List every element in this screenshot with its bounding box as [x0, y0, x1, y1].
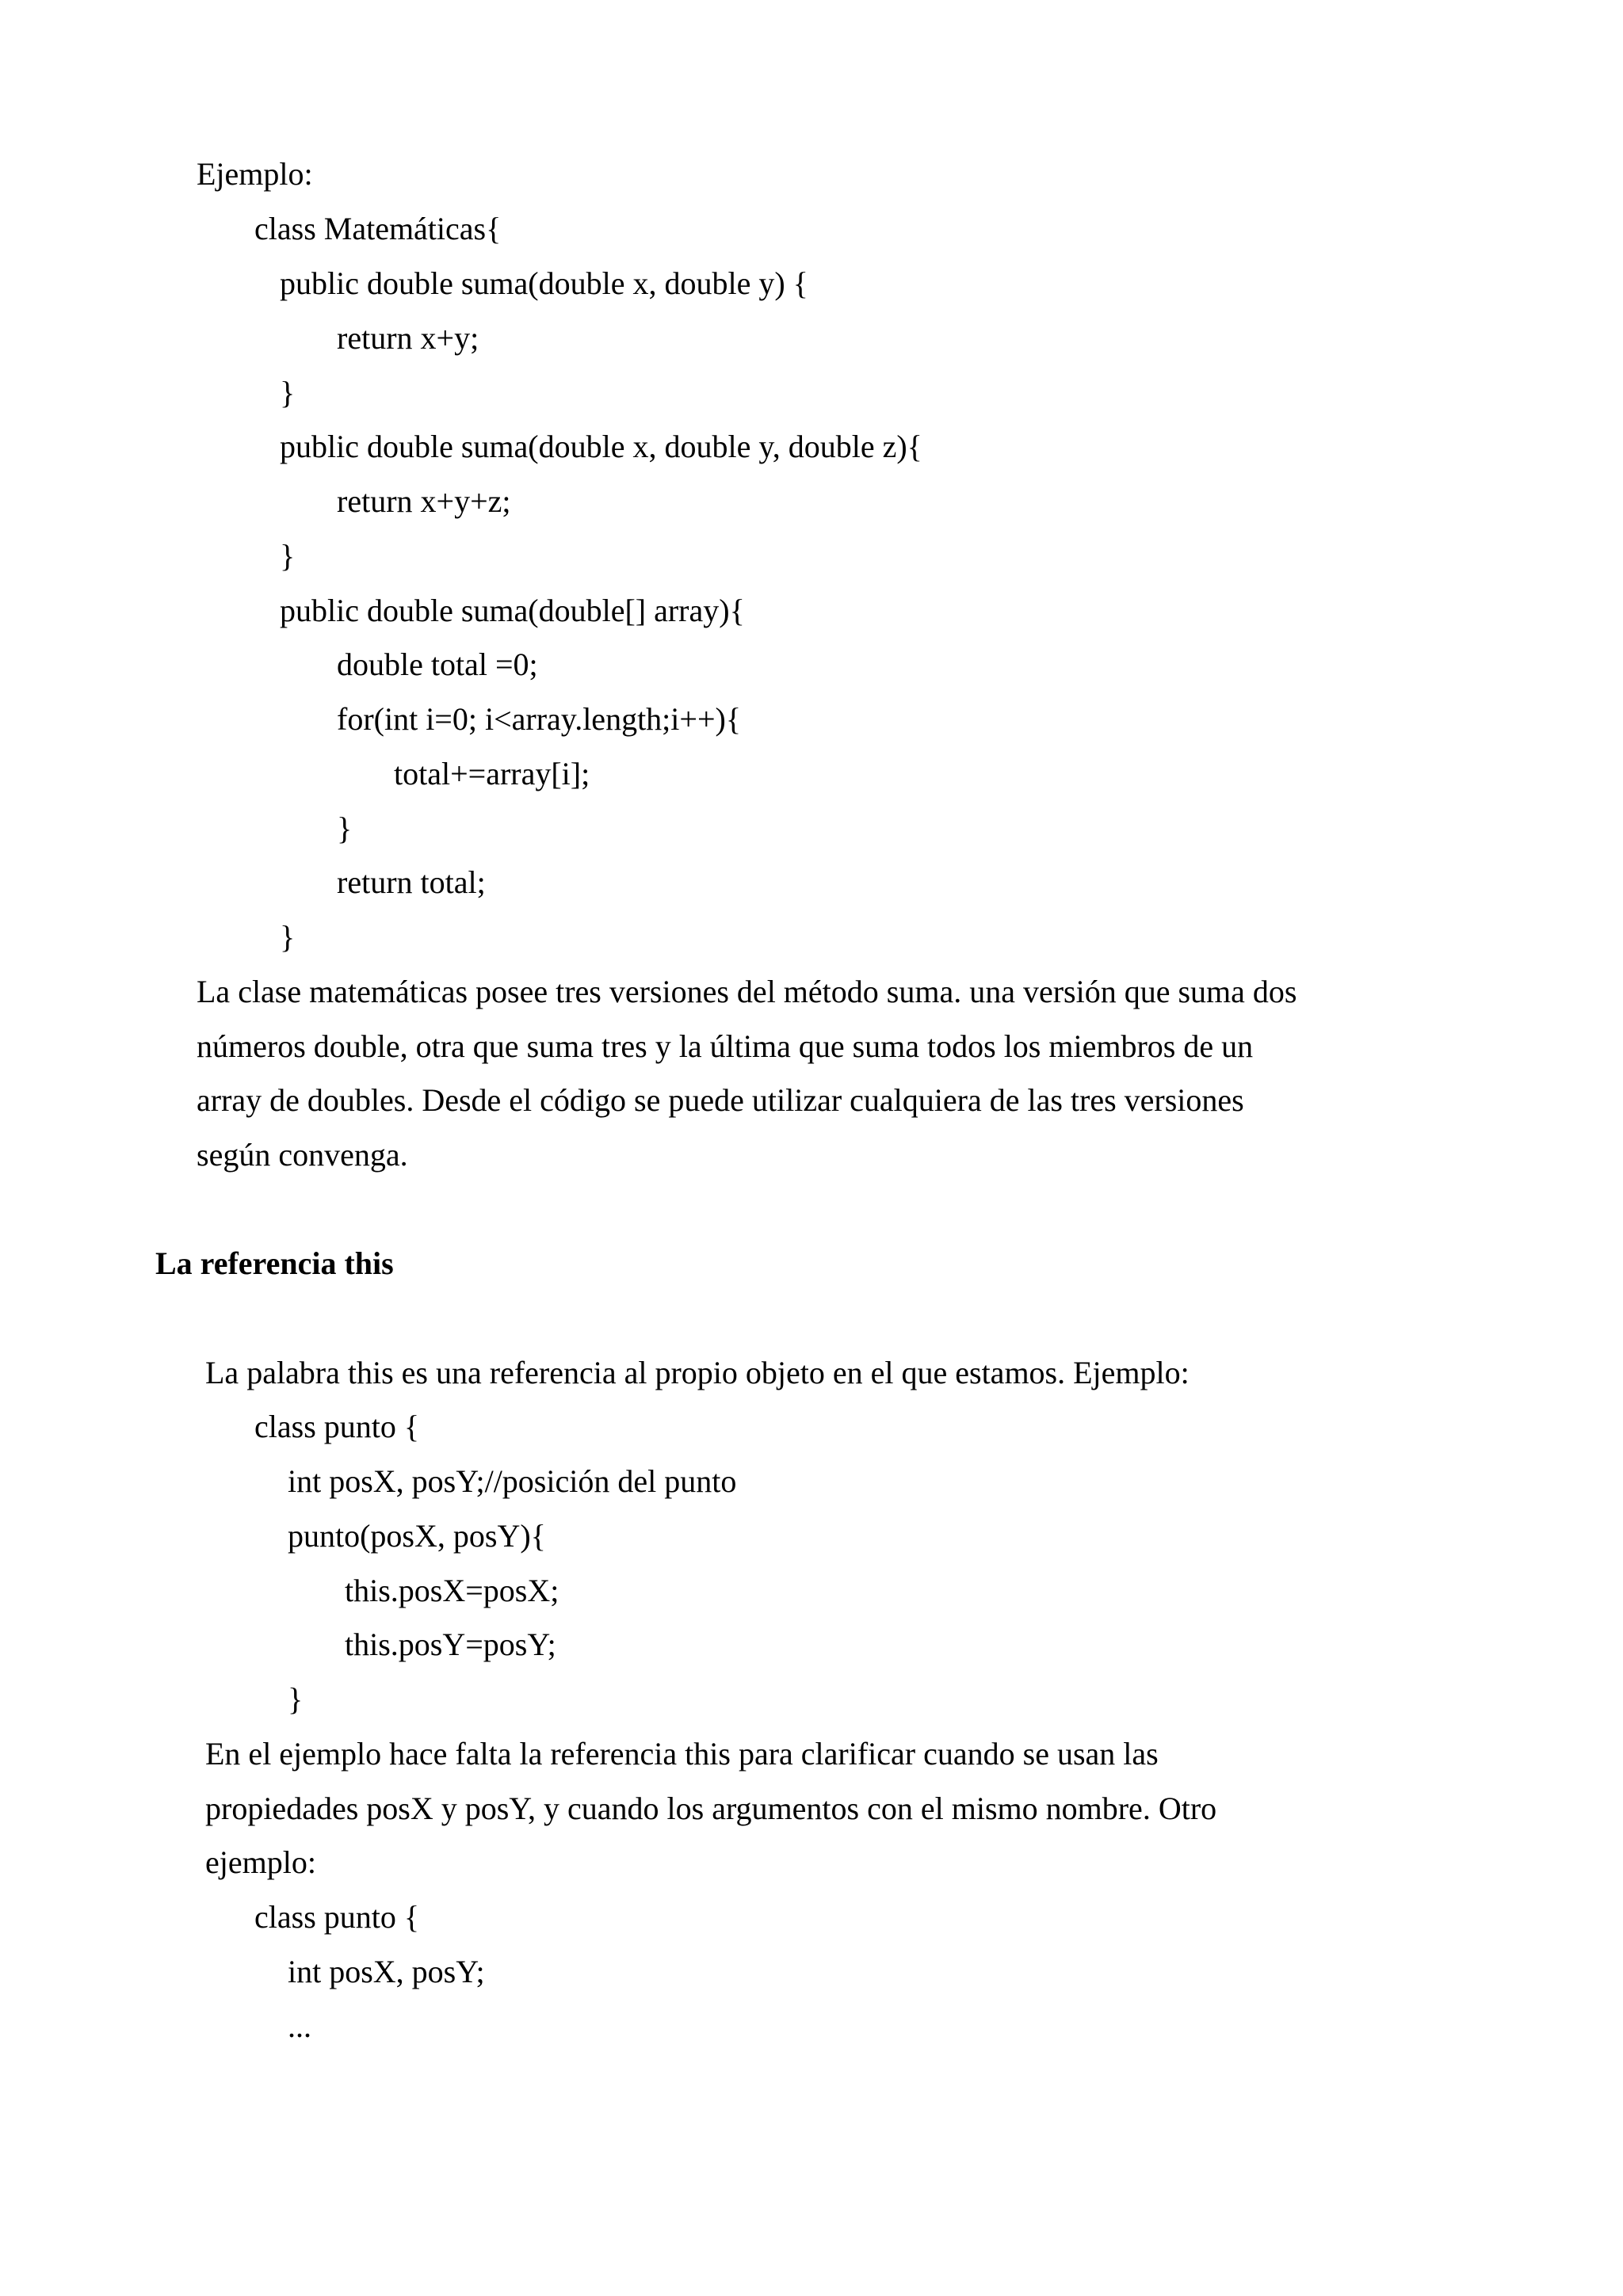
code-line: } — [337, 810, 353, 846]
code-line: this.posX=posX; — [345, 1573, 559, 1608]
example-label: Ejemplo: — [197, 156, 313, 192]
code-line: int posX, posY; — [288, 1954, 485, 1989]
section-heading: La referencia this — [155, 1245, 394, 1281]
code-line: public double suma(double x, double y) { — [280, 265, 808, 301]
code-line: } — [280, 375, 296, 410]
code-line: class punto { — [254, 1409, 420, 1444]
code-line: return total; — [337, 864, 486, 900]
code-line: return x+y+z; — [337, 483, 511, 519]
code-line: class punto { — [254, 1899, 420, 1935]
paragraph-line: números double, otra que suma tres y la última que suma todos los miembros de un — [197, 1028, 1254, 1064]
code-line: this.posY=posY; — [345, 1627, 556, 1662]
code-line: punto(posX, posY){ — [288, 1518, 546, 1554]
code-line: public double suma(double[] array){ — [280, 593, 745, 628]
paragraph-line: según convenga. — [197, 1137, 408, 1173]
paragraph-line: array de doubles. Desde el código se puede utilizar cualquiera de las tres versiones — [197, 1082, 1244, 1118]
paragraph-line: ejemplo: — [205, 1844, 316, 1880]
code-line: total+=array[i]; — [394, 756, 590, 791]
code-line: class Matemáticas{ — [254, 211, 502, 246]
code-line: } — [280, 538, 296, 574]
code-line: } — [288, 1681, 304, 1717]
code-line: public double suma(double x, double y, double z){ — [280, 429, 922, 464]
code-line: } — [280, 919, 296, 955]
paragraph-line: La palabra this es una referencia al propio objeto en el que estamos. Ejemplo: — [205, 1355, 1190, 1390]
code-line: double total =0; — [337, 646, 538, 682]
code-line: return x+y; — [337, 320, 479, 356]
paragraph-line: En el ejemplo hace falta la referencia this para clarificar cuando se usan las — [205, 1736, 1159, 1772]
paragraph-line: propiedades posX y posY, y cuando los argumentos con el mismo nombre. Otro — [205, 1791, 1217, 1826]
code-line: int posX, posY;//posición del punto — [288, 1463, 737, 1499]
paragraph-line: La clase matemáticas posee tres versiones del método suma. una versión que suma dos — [197, 974, 1297, 1009]
code-line: for(int i=0; i<array.length;i++){ — [337, 701, 742, 737]
code-line: ... — [288, 2008, 311, 2044]
